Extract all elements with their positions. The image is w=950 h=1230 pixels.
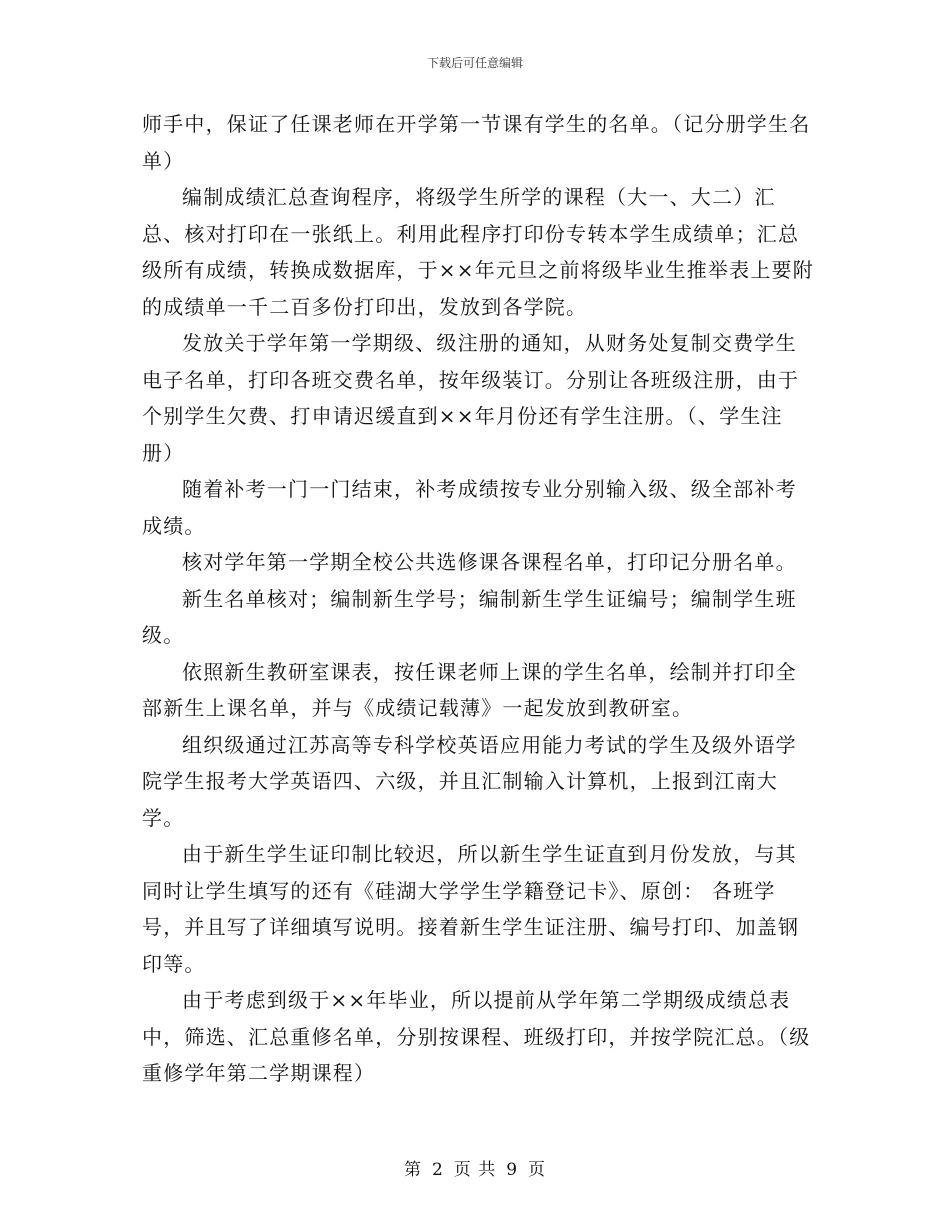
paragraph: 发放关于学年第一学期级、级注册的通知，从财务处复制交费学生电子名单，打印各班交费名单，按年级装订。分别让各班级注册，由于个别学生欠费、打申请迟缓直到××年月份还有学生注册。（、学生注册） bbox=[142, 331, 800, 465]
paragraph: 由于新生学生证印制比较迟，所以新生学生证直到月份发放，与其同时让学生填写的还有《硅湖大学学生学籍登记卡》、原创： 各班学号，并且写了详细填写说明。接着新生学生证注册、编号打印、加盖钢印等。 bbox=[142, 842, 800, 976]
page-label-mid: 页 共 bbox=[453, 1160, 497, 1180]
paragraph: 师手中，保证了任课老师在开学第一节课有学生的名单。（记分册学生名单） bbox=[142, 112, 811, 173]
paragraph: 核对学年第一学期全校公共选修课各课程名单，打印记分册名单。 bbox=[182, 550, 797, 574]
paragraph: 编制成绩汇总查询程序，将级学生所学的课程（大一、大二）汇总、核对打印在一张纸上。利用此程序打印份专转本学生成绩单；汇总级所有成绩，转换成数据库，于××年元旦之前将级毕业生推举表上要附的成绩单一千二百多份打印出，发放到各学院。 bbox=[142, 185, 814, 319]
paragraph: 组织级通过江苏高等专科学校英语应用能力考试的学生及级外语学院学生报考大学英语四、六级，并且汇制输入计算机，上报到江南大学。 bbox=[142, 732, 797, 830]
page-number-total: 9 bbox=[506, 1160, 519, 1180]
page-footer bbox=[0, 1155, 950, 1180]
paragraph: 由于考虑到级于××年毕业，所以提前从学年第二学期级成绩总表中，筛选、汇总重修名单，分别按课程、班级打印，并按学院汇总。（级重修学年第二学期课程） bbox=[142, 988, 811, 1085]
paragraph: 新生名单核对；编制新生学号；编制新生学生证编号；编制学生班级。 bbox=[142, 586, 797, 647]
page-label-prefix: 第 bbox=[403, 1160, 422, 1180]
paragraph: 依照新生教研室课表，按任课老师上课的学生名单，绘制并打印全部新生上课名单，并与《成绩记载薄》一起发放到教研室。 bbox=[142, 659, 797, 720]
page-number-current: 2 bbox=[431, 1160, 444, 1180]
page-label-suffix: 页 bbox=[528, 1160, 547, 1180]
document-body bbox=[142, 106, 814, 1092]
page-header: 下载后可任意编辑 bbox=[426, 56, 523, 70]
paragraph: 随着补考一门一门结束，补考成绩按专业分别输入级、级全部补考成绩。 bbox=[142, 477, 797, 538]
